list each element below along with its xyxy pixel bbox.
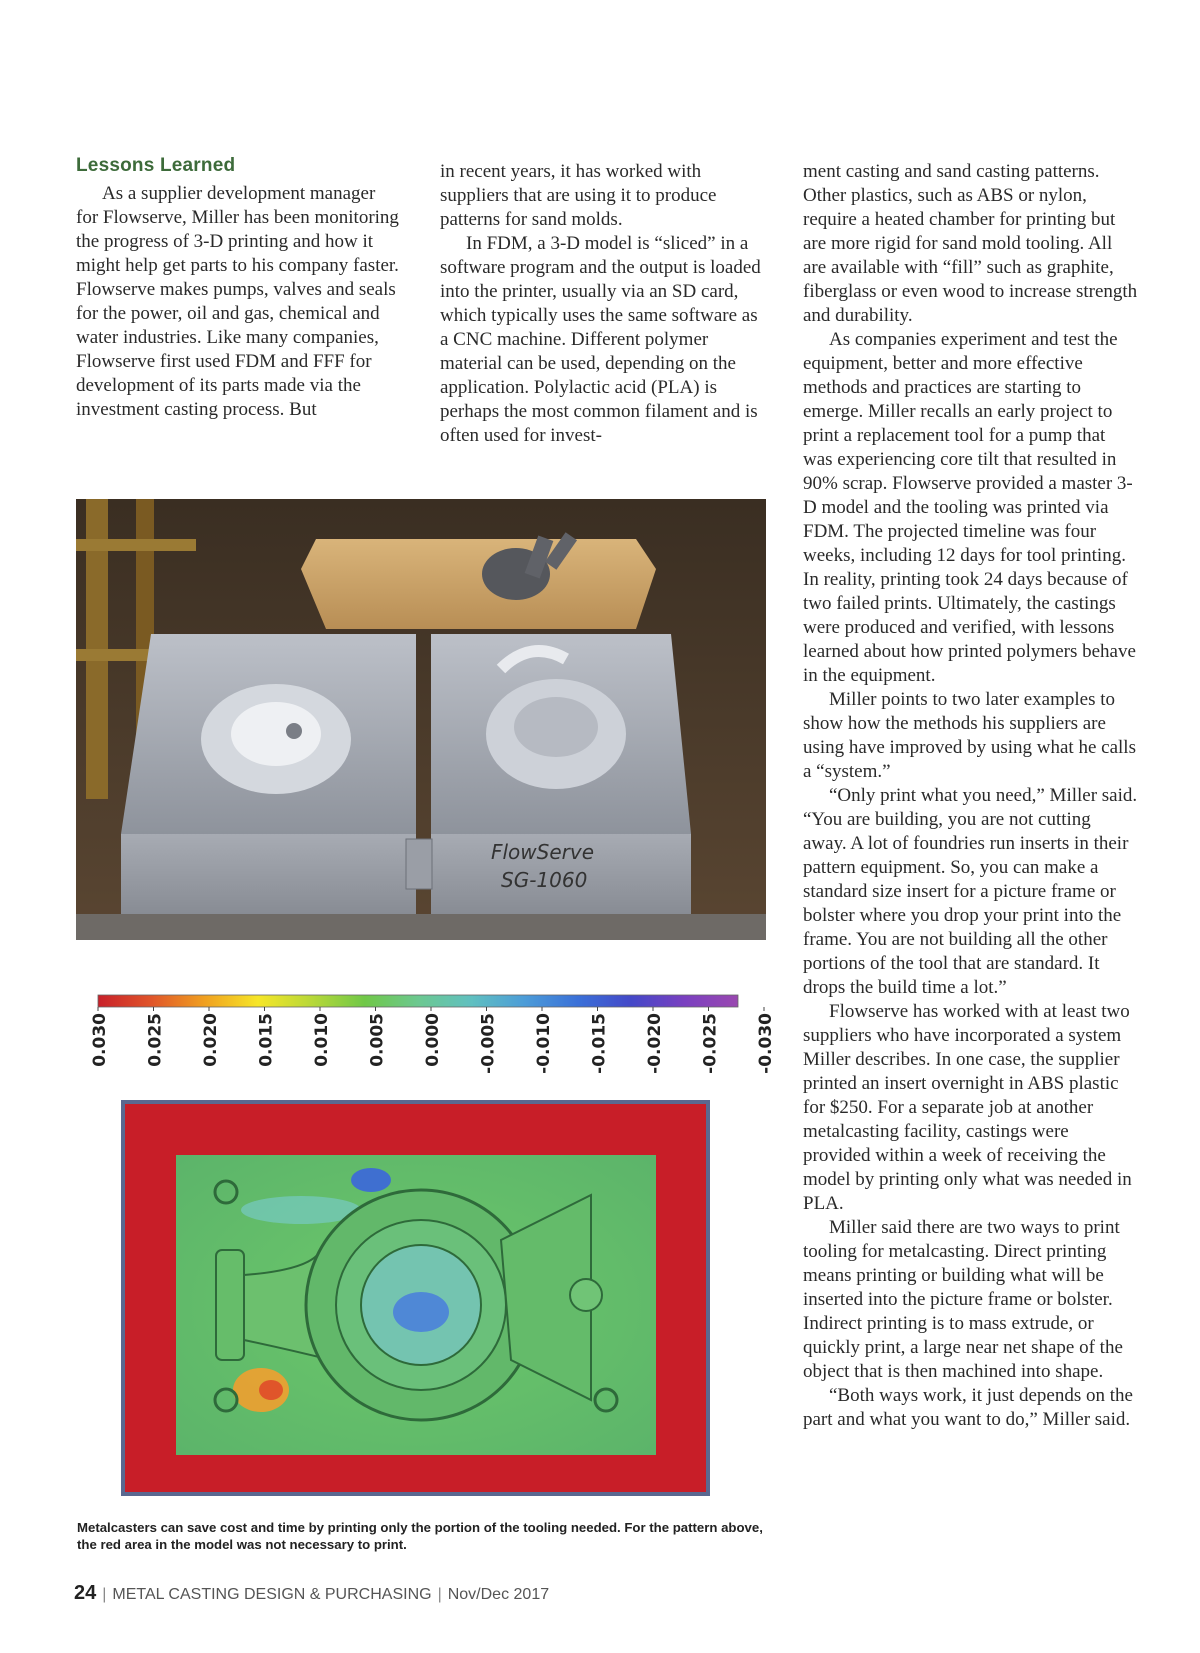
paragraph: In FDM, a 3-D model is “sliced” in a software program and the output is loaded into the printer, usually via an SD card, which typically uses the same software as a CNC machine. Different polymer material can be used, depending on the application. Polylactic acid (PLA) is perhaps the most common filament and is often used for invest-: [440, 233, 761, 446]
column-3: [803, 160, 1138, 1432]
scale-tick-label: -0.010: [534, 1013, 554, 1074]
deviation-color-scale: [90, 993, 776, 1093]
scale-tick-label: 0.000: [423, 1013, 443, 1067]
scale-tick-label: 0.025: [145, 1013, 166, 1067]
scale-tick-label: -0.020: [645, 1013, 665, 1074]
column-1: [76, 154, 399, 422]
scale-tick-label: 0.020: [201, 1013, 221, 1067]
pattern-photo-illustration: [76, 499, 766, 940]
paragraph: Flowserve has worked with at least two suppliers who have incorporated a system Miller describes. In one case, the supplier printed an insert overnight in ABS plastic for $250. For a separate job at another metalcasting facility, castings were provided within a week of receiving the model by printing only what was needed in PLA.: [803, 1001, 1132, 1214]
section-heading: Lessons Learned: [76, 155, 236, 176]
color-scale-svg: [90, 993, 776, 1093]
publication-name: METAL CASTING DESIGN & PURCHASING: [112, 1586, 432, 1603]
model-illustration: [121, 1100, 710, 1496]
color-scale-bar: [98, 995, 738, 1007]
column-2: [440, 160, 762, 448]
paragraph: “Only print what you need,” Miller said. “You are building, you are not cutting away. A lot of foundries run inserts in their pattern equipment. So, you can make a standard size insert for a picture frame or bolster where you drop your print into the frame. You are not building all the other portions of the tool that are standard. It drops the build time a lot.”: [803, 785, 1138, 998]
paragraph: ment casting and sand casting patterns. Other plastics, such as ABS or nylon, require a heated chamber for printing but are more rigid for sand mold tooling. All are available with “fill” such as graphite, fiberglass or even wood to increase strength and durability.: [803, 161, 1138, 326]
footer-separator: |: [437, 1586, 442, 1603]
paragraph: in recent years, it has worked with suppliers that are using it to produce patterns for sand molds.: [440, 161, 717, 230]
scale-tick-label: -0.030: [756, 1013, 776, 1074]
scale-tick-label: 0.015: [256, 1013, 277, 1067]
paragraph: “Both ways work, it just depends on the part and what you want to do,” Miller said.: [803, 1385, 1133, 1430]
figure-caption: Metalcasters can save cost and time by printing only the portion of the tooling needed. For the pattern above, the red area in the model was not necessary to print.: [77, 1520, 763, 1552]
paragraph: As companies experiment and test the equipment, better and more effective methods and practices are starting to emerge. Miller recalls an early project to print a replacement tool for a pump that was experiencing core tilt that resulted in 90% scrap. Flowserve provided a master 3-D model and the tooling was printed via FDM. The projected timeline was four weeks, including 12 days for tool printing. In reality, printing took 24 days because of two failed prints. Ultimately, the castings were produced and verified, with lessons learned about how printed polymers behave in the equipment.: [803, 329, 1136, 686]
scale-tick-label: 0.010: [312, 1013, 332, 1067]
scale-tick-label: -0.005: [478, 1013, 499, 1074]
paragraph: Miller said there are two ways to print tooling for metalcasting. Direct printing means printing or building what will be inserted into the picture frame or bolster. Indirect printing is to mass extrude, or quickly print, a large near net shape of the object that is then machined into shape.: [803, 1217, 1123, 1382]
paragraph: Miller points to two later examples to show how the methods his suppliers are using have improved by using what he calls a “system.”: [803, 689, 1136, 782]
footer-separator: |: [102, 1586, 107, 1603]
scale-tick-label: 0.030: [90, 1013, 110, 1067]
scale-tick-label: 0.005: [367, 1013, 388, 1067]
page-number: 24: [74, 1582, 97, 1604]
issue-date: Nov/Dec 2017: [447, 1586, 550, 1603]
pattern-tooling-photo: [76, 499, 766, 940]
scale-tick-label: -0.015: [589, 1013, 610, 1074]
page-footer: [74, 1582, 549, 1605]
paragraph: As a supplier development manager for Flowserve, Miller has been monitoring the progress of 3-D printing and how it might help get parts to his company faster. Flowserve makes pumps, valves and seals for the power, oil and gas, chemical and water industries. Like many companies, Flowserve first used FDM and FFF for development of its parts made via the investment casting process. But: [76, 183, 399, 420]
label-line-2: SG-1060: [501, 868, 588, 892]
scale-tick-label: -0.025: [700, 1013, 721, 1074]
deviation-model-image: [121, 1100, 710, 1496]
label-line-1: FlowServe: [491, 840, 595, 864]
